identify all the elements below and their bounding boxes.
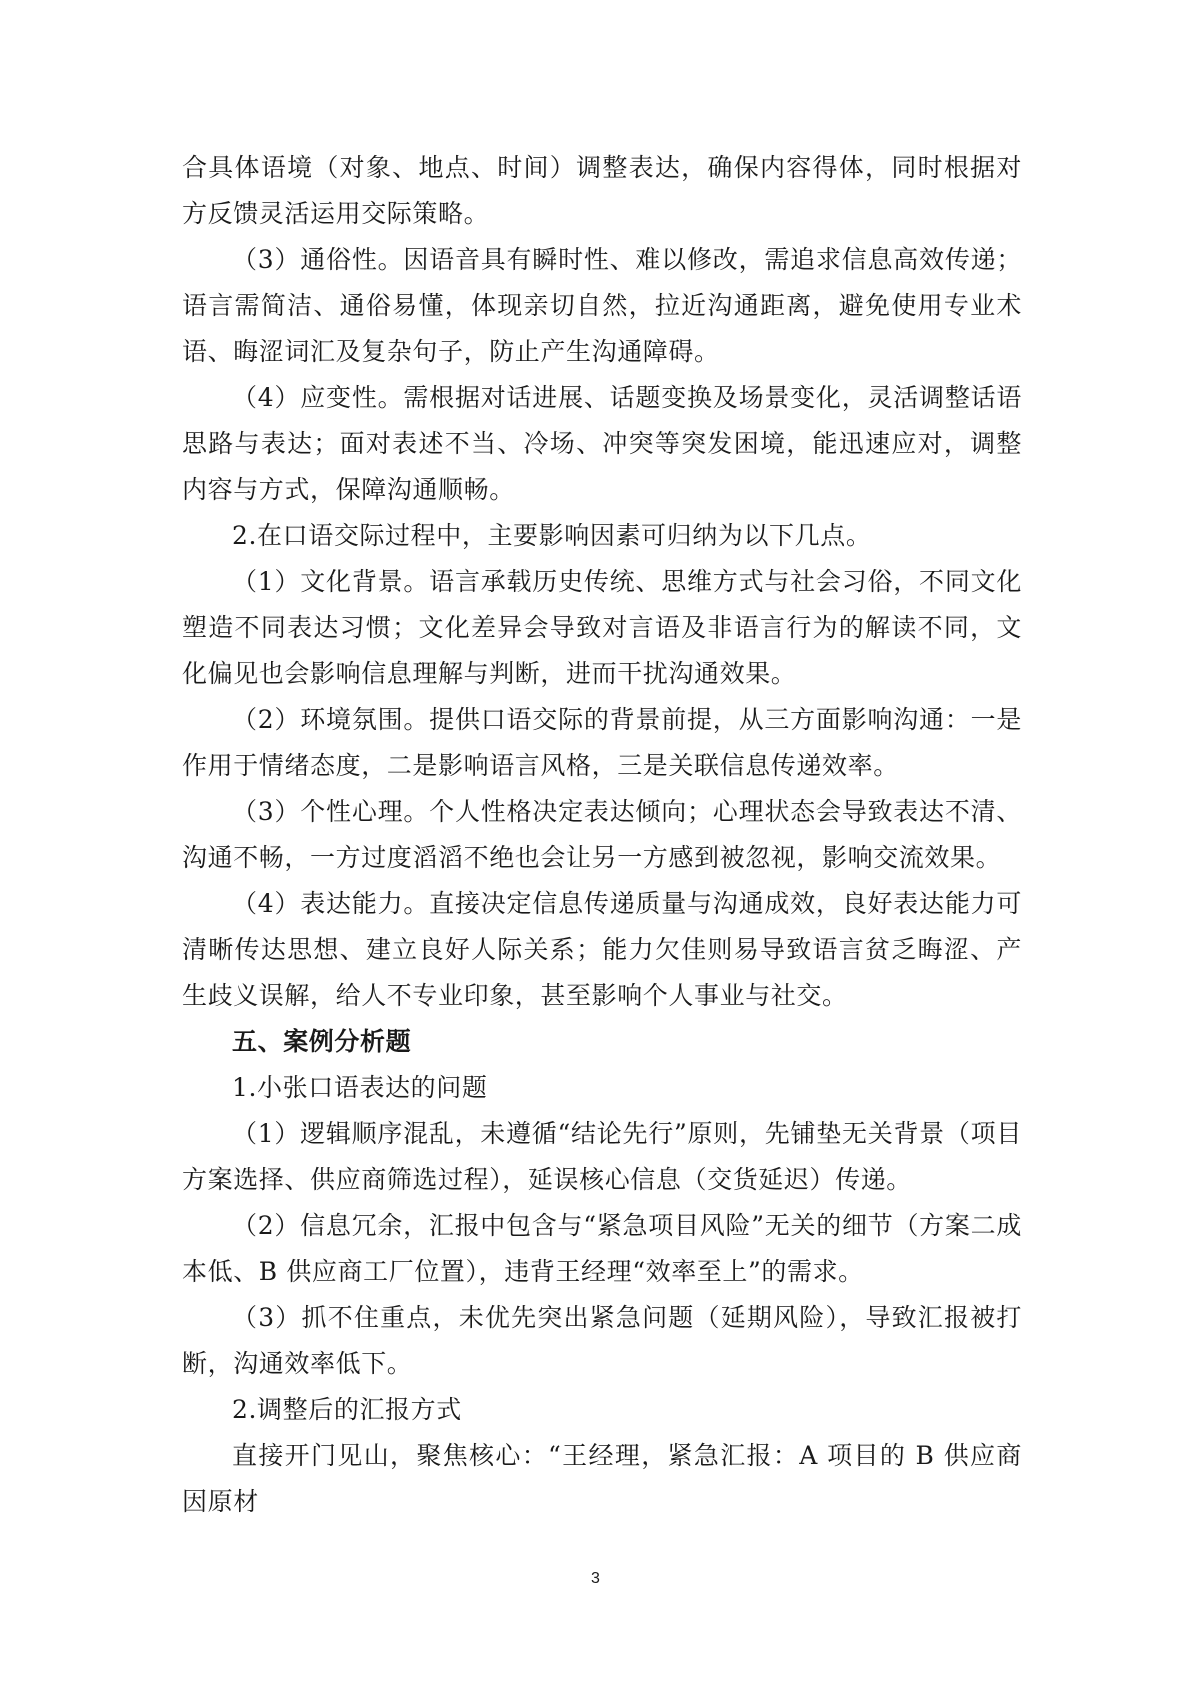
paragraph: 合具体语境（对象、地点、时间）调整表达，确保内容得体，同时根据对方反馈灵活运用交际策略。	[182, 153, 1022, 228]
subsection-title: 2.调整后的汇报方式	[232, 1395, 462, 1424]
paragraph: 2.在口语交际过程中，主要影响因素可归纳为以下几点。	[232, 521, 872, 550]
paragraph: （4）表达能力。直接决定信息传递质量与沟通成效，良好表达能力可清晰传达思想、建立良好人际关系；能力欠佳则易导致语言贫乏晦涩、产生歧义误解，给人不专业印象，甚至影响个人事业与社交。	[182, 889, 1022, 1010]
paragraph: 直接开门见山，聚焦核心：“王经理，紧急汇报：A 项目的 B 供应商因原材	[182, 1441, 1022, 1516]
paragraph: （3）个性心理。个人性格决定表达倾向；心理状态会导致表达不清、沟通不畅，一方过度滔滔不绝也会让另一方感到被忽视，影响交流效果。	[182, 797, 1022, 872]
paragraph: （3）抓不住重点，未优先突出紧急问题（延期风险），导致汇报被打断，沟通效率低下。	[182, 1303, 1022, 1378]
page-body	[182, 145, 1022, 1525]
paragraph: （1）逻辑顺序混乱，未遵循“结论先行”原则，先铺垫无关背景（项目方案选择、供应商筛选过程），延误核心信息（交货延迟）传递。	[182, 1119, 1022, 1194]
subsection-title: 1.小张口语表达的问题	[232, 1073, 488, 1102]
paragraph: （3）通俗性。因语音具有瞬时性、难以修改，需追求信息高效传递；语言需简洁、通俗易懂，体现亲切自然，拉近沟通距离，避免使用专业术语、晦涩词汇及复杂句子，防止产生沟通障碍。	[182, 245, 1022, 366]
paragraph: （4）应变性。需根据对话进展、话题变换及场景变化，灵活调整话语思路与表达；面对表述不当、冷场、冲突等突发困境，能迅速应对，调整内容与方式，保障沟通顺畅。	[182, 383, 1022, 504]
paragraph: （2）信息冗余，汇报中包含与“紧急项目风险”无关的细节（方案二成本低、B 供应商工厂位置），违背王经理“效率至上”的需求。	[182, 1211, 1022, 1286]
paragraph: （1）文化背景。语言承载历史传统、思维方式与社会习俗，不同文化塑造不同表达习惯；文化差异会导致对言语及非语言行为的解读不同，文化偏见也会影响信息理解与判断，进而干扰沟通效果。	[182, 567, 1022, 688]
page-number: 3	[591, 1570, 600, 1587]
paragraph: （2）环境氛围。提供口语交际的背景前提，从三方面影响沟通：一是作用于情绪态度，二是影响语言风格，三是关联信息传递效率。	[182, 705, 1022, 780]
section-heading: 五、案例分析题	[232, 1027, 412, 1056]
